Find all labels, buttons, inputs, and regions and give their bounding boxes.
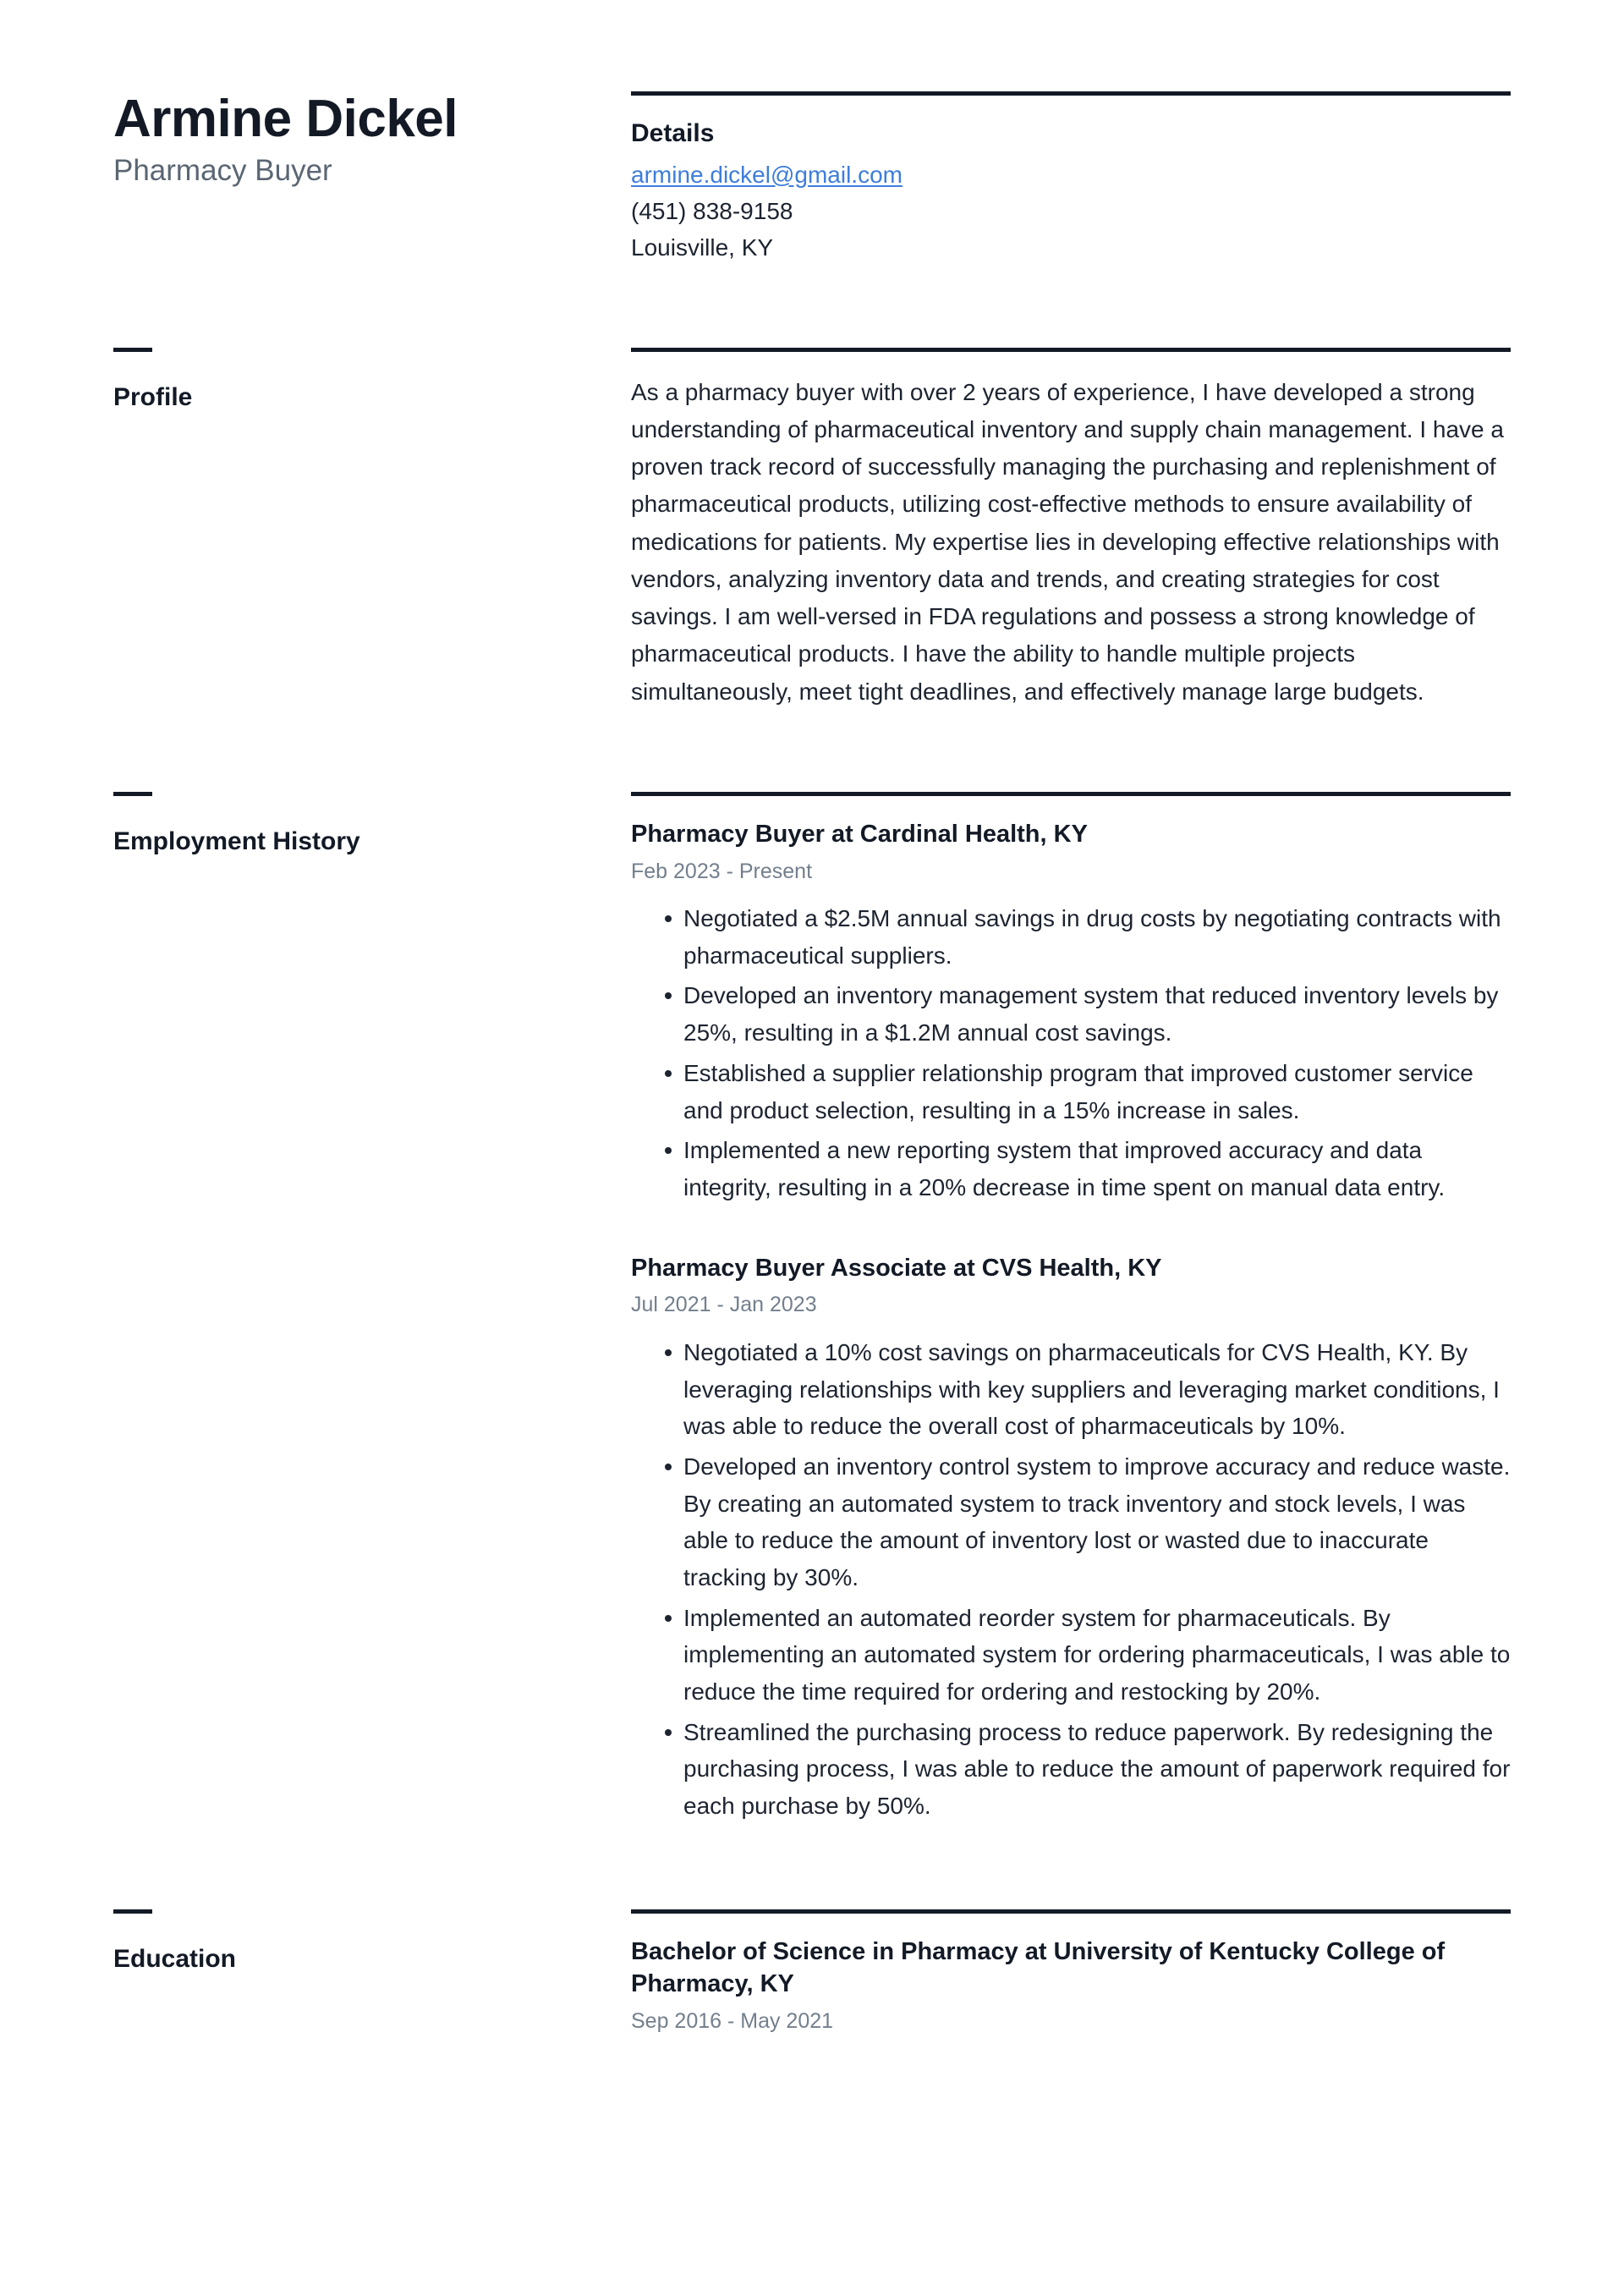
details-heading: Details <box>631 119 715 147</box>
education-content-column <box>631 1909 1511 2051</box>
employment-heading: Employment History <box>113 827 360 855</box>
spacer-after-profile <box>113 711 1511 792</box>
entry-item <box>631 818 1511 1206</box>
profile-label-column <box>113 348 631 413</box>
entry-bullet: Established a supplier relationship program that improved customer service and product selection, resulting in a 15% increase in sales. <box>665 1055 1511 1129</box>
profile-dash-marker <box>113 348 152 352</box>
education-rule <box>631 1909 1511 1914</box>
education-label-column <box>113 1909 631 1975</box>
page-title: Armine Dickel <box>113 90 458 148</box>
entry-bullet-list <box>631 900 1511 1206</box>
entry-bullet: Developed an inventory management system that reduced inventory levels by 25%, resulting in a $1.2M annual cost savings. <box>665 977 1511 1051</box>
details-phone: (451) 838-9158 <box>631 197 793 224</box>
employment-content-column <box>631 792 1511 1828</box>
header-job-title: Pharmacy Buyer <box>113 153 332 187</box>
entry-bullet: Implemented an automated reorder system for pharmaceuticals. By implementing an automated system for ordering pharmaceuticals, I was able to reduce the time required for ordering and restocking by 20%. <box>665 1600 1511 1711</box>
education-section <box>113 1909 1511 2051</box>
entry-date: Jul 2021 - Jan 2023 <box>631 1293 817 1317</box>
details-block <box>631 91 1511 266</box>
details-email-line <box>631 157 1511 193</box>
spacer-after-header <box>113 266 1511 348</box>
entry-title: Pharmacy Buyer at Cardinal Health, KY <box>631 820 1088 848</box>
entry-title: Bachelor of Science in Pharmacy at University of Kentucky College of Pharmacy, KY <box>631 1937 1446 1998</box>
entry-date: Feb 2023 - Present <box>631 859 813 883</box>
employment-entry-list <box>631 818 1511 1825</box>
education-heading: Education <box>113 1944 237 1973</box>
employment-rule <box>631 792 1511 796</box>
employment-section <box>113 792 1511 1828</box>
entry-bullet: Negotiated a 10% cost savings on pharmaceuticals for CVS Health, KY. By leveraging relationships with key suppliers and leveraging market conditions, I was able to reduce the overall cost of pharmaceuticals by 10%. <box>665 1334 1511 1445</box>
profile-rule <box>631 348 1511 352</box>
entry-bullet: Streamlined the purchasing process to reduce paperwork. By redesigning the purchasing process, I was able to reduce the amount of paperwork required for each purchase by 50%. <box>665 1714 1511 1825</box>
entry-bullet-list <box>631 1334 1511 1825</box>
details-rule <box>631 91 1511 96</box>
entry-bullet: Developed an inventory control system to improve accuracy and reduce waste. By creating an automated system to track inventory and stock levels, I was able to reduce the amount of inventory lost or wasted due to inaccurate tracking by 30%. <box>665 1448 1511 1596</box>
employment-label-column <box>113 792 631 857</box>
profile-section <box>113 348 1511 711</box>
education-dash-marker <box>113 1909 152 1914</box>
spacer-after-employment <box>113 1828 1511 1909</box>
entry-bullet: Negotiated a $2.5M annual savings in drug costs by negotiating contracts with pharmaceutical suppliers. <box>665 900 1511 974</box>
details-email-link[interactable]: armine.dickel@gmail.com <box>631 161 903 188</box>
education-entry-list <box>631 1936 1511 2035</box>
employment-dash-marker <box>113 792 152 796</box>
header-section <box>113 91 1511 266</box>
profile-text: As a pharmacy buyer with over 2 years of experience, I have developed a strong understanding of pharmaceutical inventory and supply chain management. I have a proven track record of successfully managing the purchasing and replenishment of pharmaceutical products, utilizing cost-effective methods to ensure availability of medications for patients. My expertise lies in developing effective relationships with vendors, analyzing inventory data and trends, and creating strategies for cost savings. I am well-versed in FDA regulations and possess a strong knowledge of pharmaceutical products. I have the ability to handle multiple projects simultaneously, meet tight deadlines, and effectively manage large budgets. <box>631 378 1504 705</box>
entry-item <box>631 1252 1511 1825</box>
details-location: Louisville, KY <box>631 234 774 261</box>
entry-title: Pharmacy Buyer Associate at CVS Health, KY <box>631 1254 1162 1282</box>
header-identity <box>113 91 631 189</box>
entry-item <box>631 1936 1511 2035</box>
profile-heading: Profile <box>113 382 193 411</box>
entry-bullet: Implemented a new reporting system that improved accuracy and data integrity, resulting in a 20% decrease in time spent on manual data entry. <box>665 1132 1511 1206</box>
entry-date: Sep 2016 - May 2021 <box>631 2009 834 2034</box>
profile-content-column <box>631 348 1511 711</box>
